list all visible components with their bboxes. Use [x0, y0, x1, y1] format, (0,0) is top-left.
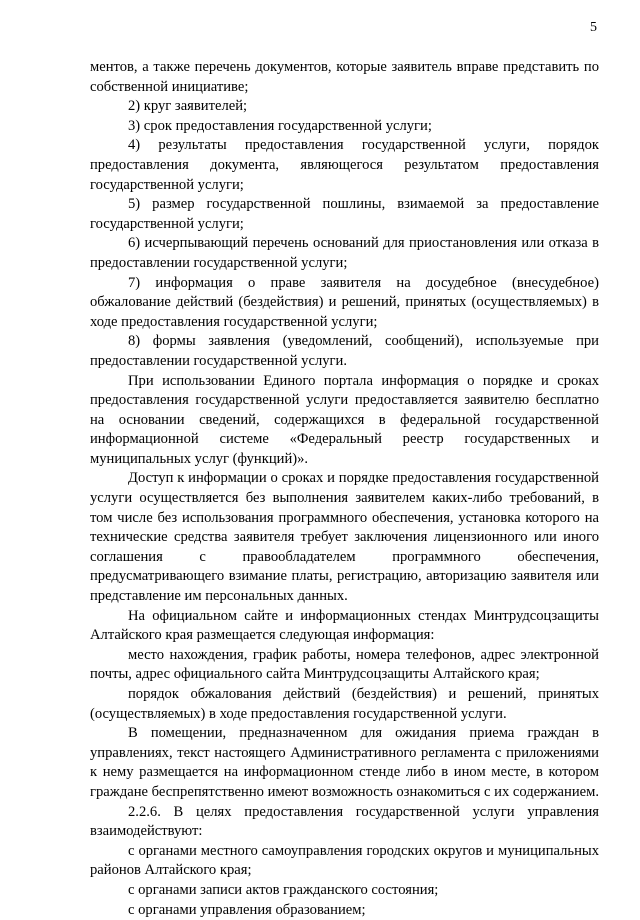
list-item: 7) информация о праве заявителя на досудебное (внесудебное) обжалование действий (бездействия) и решений, принятых (осуществляемых) в ходе предоставления государственной услуги;: [90, 274, 599, 330]
page-number: 5: [590, 20, 597, 35]
list-item: 8) формы заявления (уведомлений, сообщений), используемые при предоставлении государственной услуги.: [90, 333, 599, 369]
list-item: с органами местного самоуправления городских округов и муниципальных районов Алтайского края;: [90, 842, 599, 879]
list-item: 3) срок предоставления государственной услуги;: [128, 117, 432, 134]
list-item: место нахождения, график работы, номера телефонов, адрес электронной почты, адрес официального сайта Минтрудсоцзащиты Алтайского края;: [90, 646, 599, 683]
paragraph: При использовании Единого портала информация о порядке и сроках предоставления государственной услуги предоставляется заявителю бесплатно на основании сведений, содержащихся в федеральной государственной информационной системе «Федеральный реестр государственных и муниципальных услуг (функций)».: [90, 372, 599, 467]
list-item: 5) размер государственной пошлины, взимаемой за предоставление государственной услуги;: [90, 196, 599, 232]
list-item: 6) исчерпывающий перечень оснований для приостановления или отказа в предоставлении государственной услуги;: [90, 235, 599, 271]
list-item: порядок обжалования действий (бездействия) и решений, принятых (осуществляемых) в ходе предоставления государственной услуги.: [90, 686, 599, 722]
list-item: с органами управления образованием;: [128, 901, 366, 918]
paragraph: В помещении, предназначенном для ожидания приема граждан в управлениях, текст настоящего Административного регламента с приложениями к нему размещается на информационном стенде либо в ином месте, в котором граждане беспрепятственно имеют возможность ознакомиться с их содержанием.: [90, 725, 599, 800]
list-item: 2) круг заявителей;: [128, 98, 248, 115]
document-body: [90, 58, 599, 920]
list-item: с органами записи актов гражданского состояния;: [128, 881, 439, 898]
section-clause: 2.2.6. В целях предоставления государственной услуги управления взаимодействуют:: [90, 803, 599, 840]
paragraph: На официальном сайте и информационных стендах Минтрудсоцзащиты Алтайского края размещается следующая информация:: [90, 607, 599, 644]
paragraph: ментов, а также перечень документов, которые заявитель вправе представить по собственной инициативе;: [90, 59, 599, 95]
list-item: 4) результаты предоставления государственной услуги, порядок предоставления документа, являющегося результатом предоставления государственной услуги;: [90, 137, 599, 193]
paragraph: Доступ к информации о сроках и порядке предоставления государственной услуги осуществляется без выполнения заявителем каких-либо требований, в том числе без использования программного обеспечения, установка которого на технические средства заявителя требует заключения лицензионного или иного соглашения с правообладателем программного обеспечения, предусматривающего взимание платы, регистрацию, авторизацию заявителя или представление им персональных данных.: [90, 470, 599, 605]
